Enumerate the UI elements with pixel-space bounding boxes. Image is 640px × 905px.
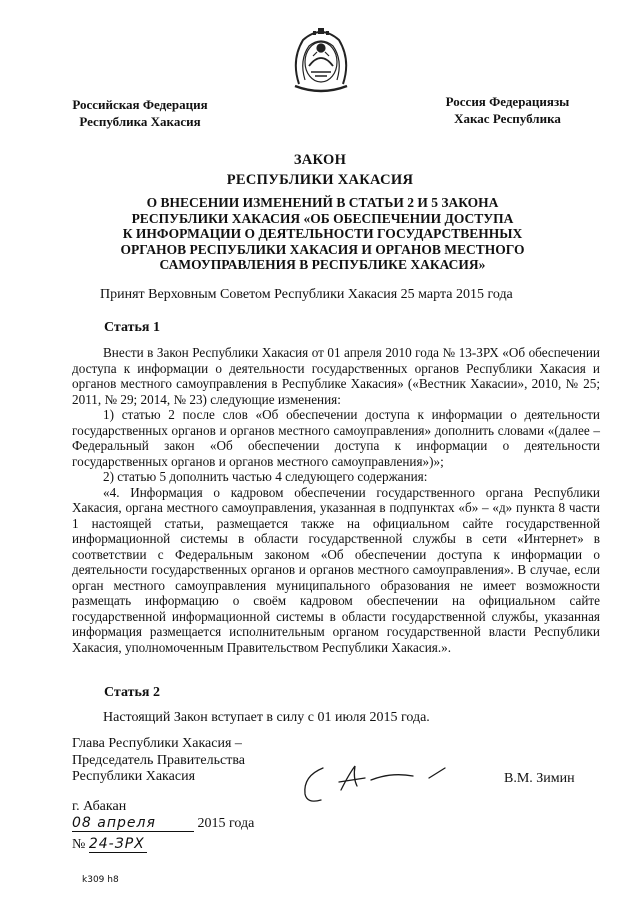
subtitle-line: РЕСПУБЛИКИ ХАКАСИЯ «ОБ ОБЕСПЕЧЕНИИ ДОСТУПА <box>131 210 514 226</box>
article-1-paragraph: «4. Информация о кадровом обеспечении государственного органа Республики Хакасия, органа местного самоуправления, указанная в подпунктах «б» – «д» пункта 8 части 1 настоящей статьи, размещается также на официальном сайте государственной информационной системы в области государственной службы в сети «Интернет» в соответствии с Федеральным законом «Об обеспечении доступа к информации о деятельности государственных органов и органов местного самоуправления». В случае, если орган местного самоуправления муниципального образования не имеет возможности размещать информацию о своём кадровом обеспечении на официальном сайте государственной информационной системы в области государственной службы, указанная информация размещается исполнительным органом государственной власти Республики Хакасия, уполномоченным Правительством Республики Хакасия.». <box>72 484 600 655</box>
subtitle-line: САМОУПРАВЛЕНИЯ В РЕСПУБЛИКЕ ХАКАСИЯ» <box>159 257 486 272</box>
article-1-paragraph: 2) статью 5 дополнить частью 4 следующего содержания: <box>103 469 428 484</box>
document-code: k309 h8 <box>82 875 119 885</box>
position-line: Глава Республики Хакасия – <box>72 736 242 751</box>
article-2-body <box>72 710 600 726</box>
article-1-paragraph: Внести в Закон Республики Хакасия от 01 апреля 2010 года № 13-ЗРХ «Об обеспечении доступа к информации о деятельности государственных органов Республики Хакасия и органов местного самоуправления в Республике Хакасия» («Вестник Хакасии», 2010, № 25; 2011, № 29; 2014, № 23) следующие изменения: <box>72 345 600 407</box>
header-left-line: Республика Хакасия <box>79 114 201 129</box>
date-year: 2015 года <box>197 816 255 831</box>
document-title <box>70 152 570 189</box>
title-line: ЗАКОН <box>293 152 347 168</box>
header-left-line: Российская Федерация <box>72 97 208 112</box>
article-1-paragraph: 1) статью 2 после слов «Об обеспечении доступа к информации о деятельности государственных органов и органов местного самоуправления» дополнить словами «(далее – Федеральный закон «Об обеспечении доступа к информации о деятельности государственных органов и органов местного самоуправления»)»; <box>72 407 600 469</box>
header-right <box>425 93 590 127</box>
handwritten-signature <box>295 760 465 810</box>
adoption-statement: Принят Верховным Советом Республики Хакасия 25 марта 2015 года <box>100 287 513 302</box>
title-line: РЕСПУБЛИКИ ХАКАСИЯ <box>226 172 414 188</box>
article-1-body <box>72 345 600 655</box>
signing-date <box>72 815 254 832</box>
law-number <box>72 836 147 853</box>
signatory-position <box>72 736 245 786</box>
position-line: Председатель Правительства <box>72 752 245 768</box>
number-prefix: № <box>72 837 86 852</box>
header-left <box>60 96 220 130</box>
date-handwritten: 08 апреля <box>72 815 194 832</box>
subtitle-line: О ВНЕСЕНИИ ИЗМЕНЕНИЙ В СТАТЬИ 2 И 5 ЗАКОНА <box>146 195 499 210</box>
document-subtitle <box>80 195 565 273</box>
signatory-name: В.М. Зимин <box>504 771 575 786</box>
place-of-signing: г. Абакан <box>72 799 127 814</box>
position-line: Республики Хакасия <box>72 769 196 784</box>
header-right-line: Хакас Республика <box>454 111 561 126</box>
article-1-heading: Статья 1 <box>104 320 160 335</box>
article-2-paragraph: Настоящий Закон вступает в силу с 01 июля 2015 года. <box>103 710 430 725</box>
subtitle-line: ОРГАНОВ РЕСПУБЛИКИ ХАКАСИЯ И ОРГАНОВ МЕСТНОГО <box>120 241 525 257</box>
article-2-heading: Статья 2 <box>104 685 160 700</box>
coat-of-arms-emblem <box>289 26 353 94</box>
subtitle-line: К ИНФОРМАЦИИ О ДЕЯТЕЛЬНОСТИ ГОСУДАРСТВЕННЫХ <box>122 226 523 241</box>
number-handwritten: 24-ЗРХ <box>89 836 147 853</box>
header-right-line: Россия Федерациязы <box>445 94 570 109</box>
